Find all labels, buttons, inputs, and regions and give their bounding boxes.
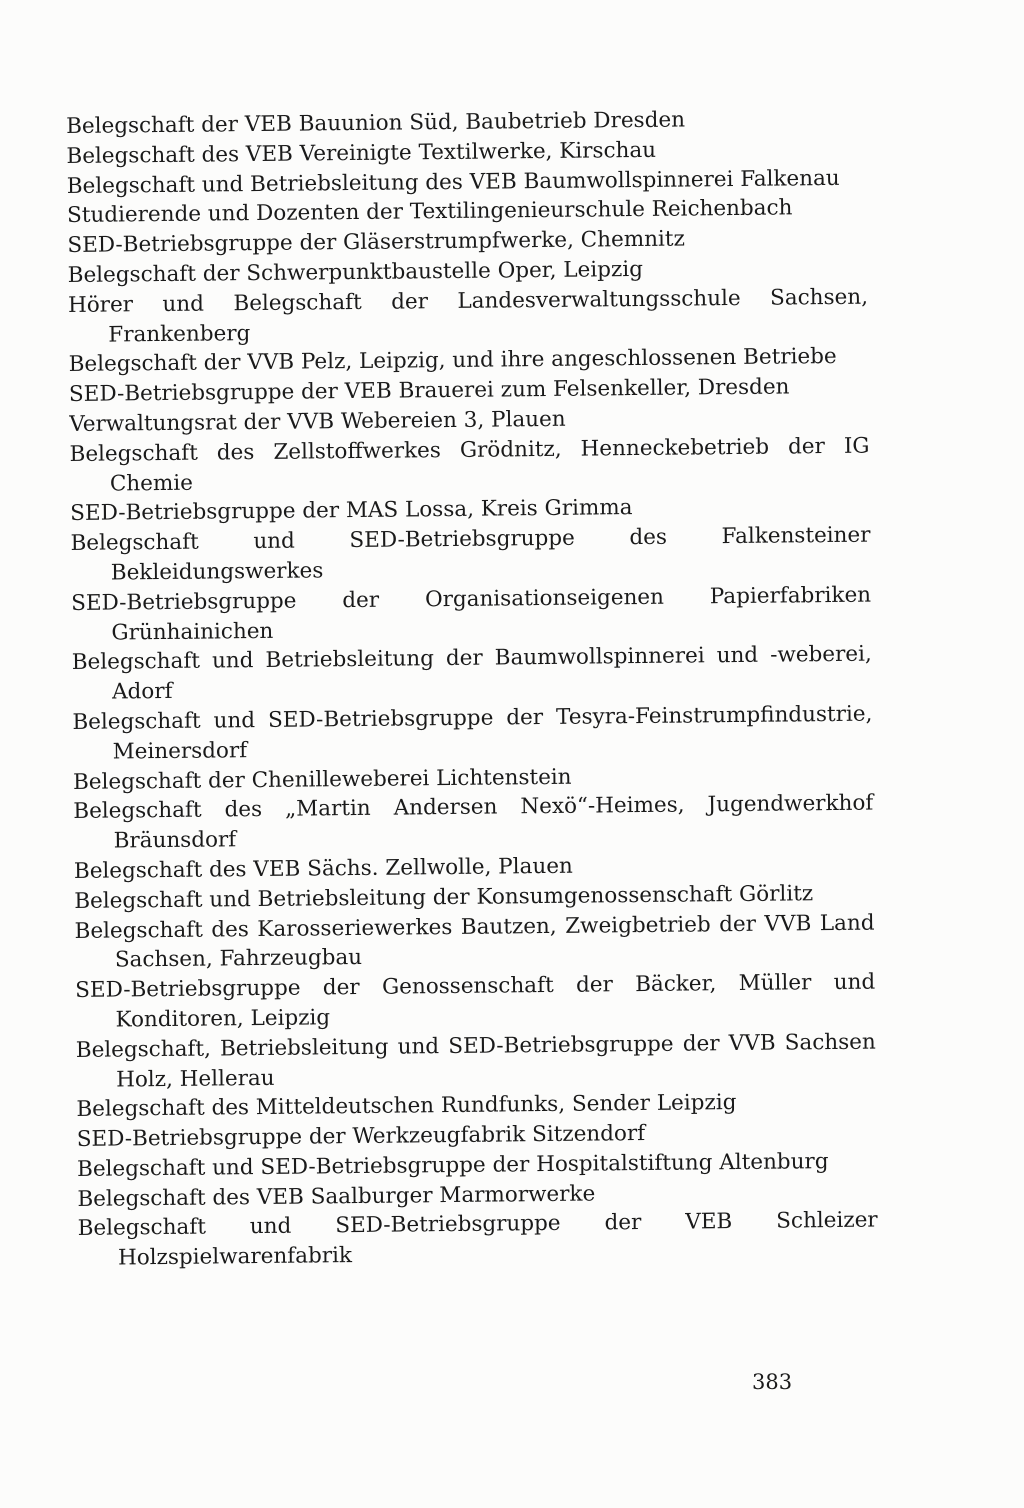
list-entry: Belegschaft des „Martin Andersen Nexö“-Heimes, Jugendwerkhof Bräunsdorf xyxy=(73,790,874,854)
greetings-list xyxy=(66,104,878,1274)
list-entry: Belegschaft des VEB Sächs. Zellwolle, Plauen xyxy=(73,853,573,884)
list-entry: Belegschaft und Betriebsleitung der Konsumgenossenschaft Görlitz xyxy=(74,880,814,914)
list-entry: Belegschaft des Karosseriewerkes Bautzen, Zweigbetrieb der VVB Land Sachsen, Fahrzeugbau xyxy=(74,910,875,973)
list-entry: SED-Betriebsgruppe der Genossenschaft der Bäcker, Müller und Konditoren, Leipzig xyxy=(75,969,876,1033)
list-entry: SED-Betriebsgruppe der Organisationseigenen Papierfabriken Grünhainichen xyxy=(71,582,872,646)
list-entry: Hörer und Belegschaft der Landesverwaltungsschule Sachsen, Frankenberg xyxy=(67,284,869,348)
list-entry: SED-Betriebsgruppe der Gläserstrumpfwerke, Chemnitz xyxy=(67,226,685,259)
list-entry: Belegschaft der Chenilleweberei Lichtenstein xyxy=(72,764,572,795)
list-entry: Belegschaft, Betriebsleitung und SED-Betriebsgruppe der VVB Sachsen Holz, Hellerau xyxy=(75,1029,876,1093)
list-entry: Belegschaft der VVB Pelz, Leipzig, und ihre angeschlossenen Betriebe xyxy=(68,344,837,378)
list-entry: Studierende und Dozenten der Textilingenieurschule Reichenbach xyxy=(66,195,793,229)
list-entry: SED-Betriebsgruppe der MAS Lossa, Kreis Grimma xyxy=(70,495,633,527)
list-entry: SED-Betriebsgruppe der Werkzeugfabrik Sitzendorf xyxy=(76,1121,646,1153)
list-entry: Verwaltungsrat der VVB Webereien 3, Plauen xyxy=(69,406,566,437)
list-entry: Belegschaft und Betriebsleitung des VEB Baumwollspinnerei Falkenau xyxy=(66,165,840,199)
list-entry: Belegschaft der Schwerpunktbaustelle Oper, Leipzig xyxy=(67,256,644,288)
list-entry: Belegschaft des VEB Vereinigte Textilwerke, Kirschau xyxy=(66,137,657,169)
list-entry: Belegschaft des Mitteldeutschen Rundfunks, Sender Leipzig xyxy=(76,1090,737,1123)
page-number: 383 xyxy=(752,1370,793,1394)
list-entry: Belegschaft und SED-Betriebsgruppe der VEB Schleizer Holzspielwarenfabrik xyxy=(77,1208,878,1271)
list-entry: Belegschaft und SED-Betriebsgruppe der Hospitalstiftung Altenburg xyxy=(76,1148,829,1182)
list-entry: Belegschaft des VEB Saalburger Marmorwerke xyxy=(77,1181,596,1212)
list-entry: Belegschaft und SED-Betriebsgruppe der Tesyra-Feinstrumpfindustrie, Meinersdorf xyxy=(72,701,873,765)
list-entry: SED-Betriebsgruppe der VEB Brauerei zum Felsenkeller, Dresden xyxy=(68,374,790,408)
list-entry: Belegschaft und Betriebsleitung der Baumwollspinnerei und -weberei, Adorf xyxy=(71,641,872,705)
list-entry: Belegschaft und SED-Betriebsgruppe des Falkensteiner Bekleidungswerkes xyxy=(70,522,871,586)
list-entry: Belegschaft des Zellstoffwerkes Grödnitz, Henneckebetrieb der IG Chemie xyxy=(69,433,870,497)
list-entry: Belegschaft der VEB Bauunion Süd, Baubetrieb Dresden xyxy=(66,107,686,139)
